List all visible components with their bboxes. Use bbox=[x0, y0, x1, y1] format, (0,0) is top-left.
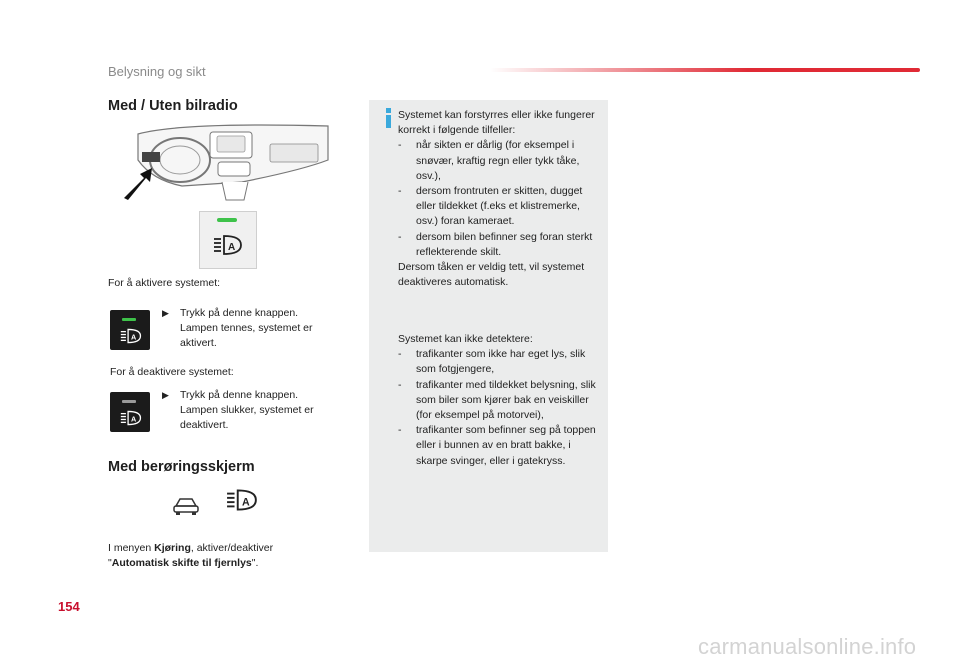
svg-text:A: A bbox=[242, 496, 250, 509]
deactivate-instruction bbox=[162, 388, 332, 433]
page-number: 154 bbox=[58, 599, 80, 614]
dash: - bbox=[398, 348, 402, 361]
info-icon bbox=[381, 108, 395, 128]
deactivate-bullet-text: Trykk på denne knappen. Lampen slukker, systemet er deaktivert. bbox=[180, 389, 314, 431]
touchscreen-menu-text bbox=[108, 541, 338, 571]
dash: - bbox=[398, 230, 402, 243]
menu-quote-close: ". bbox=[251, 557, 259, 569]
auto-highbeam-icon bbox=[119, 328, 143, 344]
dash: - bbox=[398, 139, 402, 152]
svg-text:A: A bbox=[131, 332, 137, 342]
list-item-text: trafikanter som ikke har eget lys, slik som fotgjengere, bbox=[416, 348, 586, 376]
auto-highbeam-icon bbox=[119, 410, 143, 426]
list-item bbox=[398, 230, 603, 260]
info-intro: Systemet kan forstyrres eller ikke fungerer korrekt i følgende tilfeller: bbox=[398, 109, 595, 137]
heading-radio: Med / Uten bilradio bbox=[108, 98, 238, 114]
lamp-on-indicator bbox=[122, 318, 136, 321]
bullet-arrow-icon: ▶ bbox=[162, 308, 169, 318]
watermark: carmanualsonline.info bbox=[698, 634, 917, 659]
info-intro-2: Systemet kan ikke detektere: bbox=[398, 333, 533, 345]
list-item-text: trafikanter som befinner seg på toppen eller i bunnen av en bratt bakke, i skarpe svinger, eller i gatekryss. bbox=[416, 424, 596, 467]
activate-button-thumbnail bbox=[110, 310, 150, 350]
auto-highbeam-icon bbox=[213, 234, 243, 256]
info-box bbox=[369, 100, 608, 552]
dash: - bbox=[398, 378, 402, 391]
bullet-arrow-icon: ▶ bbox=[162, 390, 169, 400]
svg-text:A: A bbox=[228, 242, 236, 253]
section-title: Belysning og sikt bbox=[108, 64, 206, 79]
list-item bbox=[398, 184, 603, 230]
auto-highbeam-button-illustration bbox=[199, 211, 257, 269]
info-section-2 bbox=[398, 332, 603, 469]
list-item bbox=[398, 423, 603, 469]
activate-instruction bbox=[162, 306, 332, 351]
menu-auto-highbeam: Automatisk skifte til fjernlys bbox=[111, 557, 252, 569]
activate-label: For å aktivere systemet: bbox=[108, 277, 221, 289]
activate-bullet-text: Trykk på denne knappen. Lampen tennes, systemet er aktivert. bbox=[180, 307, 313, 349]
fog-note: Dersom tåken er veldig tett, vil systemet deaktiveres automatisk. bbox=[398, 261, 585, 289]
menu-prefix: I menyen bbox=[108, 542, 155, 554]
list-item-text: trafikanter med tildekket belysning, slik som biler som kjører bak en veiskiller (for eksempel på motorvei), bbox=[416, 378, 596, 422]
menu-mid: , aktiver/deaktiver bbox=[190, 542, 274, 554]
list-item-text: dersom frontruten er skitten, dugget eller tildekket (f.eks et klistremerke, osv.) foran kameraet. bbox=[416, 185, 583, 228]
deactivate-label: For å deaktivere systemet: bbox=[110, 366, 234, 378]
list-item bbox=[398, 138, 603, 184]
dash: - bbox=[398, 185, 402, 198]
menu-driving: Kjøring bbox=[154, 542, 191, 554]
auto-highbeam-icon bbox=[226, 488, 258, 512]
dash: - bbox=[398, 424, 402, 437]
list-item-text: når sikten er dårlig (for eksempel i snøvær, kraftig regn eller tykk tåke, osv.), bbox=[416, 139, 580, 182]
lamp-off-indicator bbox=[122, 400, 136, 403]
car-driving-icon bbox=[172, 496, 200, 516]
heading-touchscreen: Med berøringsskjerm bbox=[108, 459, 255, 475]
info-section-1 bbox=[398, 108, 603, 290]
header-accent-bar bbox=[490, 68, 920, 72]
deactivate-button-thumbnail bbox=[110, 392, 150, 432]
list-item bbox=[398, 347, 603, 377]
lamp-green-indicator bbox=[217, 218, 237, 222]
list-item-text: dersom bilen befinner seg foran sterkt reflekterende skilt. bbox=[416, 230, 593, 258]
list-item bbox=[398, 378, 603, 424]
svg-text:A: A bbox=[131, 414, 137, 424]
menu-quote-open: " bbox=[108, 557, 112, 569]
dashboard-illustration bbox=[122, 120, 334, 202]
